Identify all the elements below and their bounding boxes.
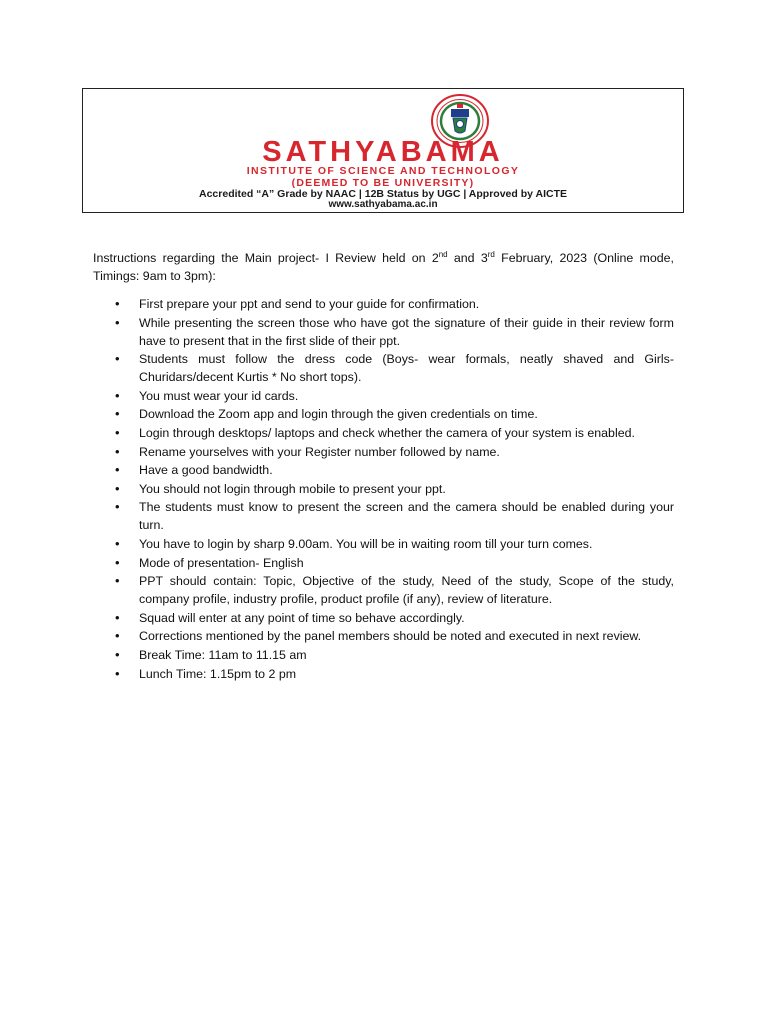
- list-item: [93, 424, 674, 442]
- bullet-icon: •: [115, 480, 120, 496]
- list-item-text: Break Time: 11am to 11.15 am: [139, 647, 307, 662]
- intro-sup-rd: rd: [487, 249, 495, 259]
- bullet-icon: •: [115, 646, 120, 662]
- bullet-icon: •: [115, 351, 120, 367]
- list-item: [93, 461, 674, 479]
- list-item: [93, 480, 674, 498]
- list-item-text: Mode of presentation- English: [139, 555, 304, 570]
- list-item-text: Squad will enter at any point of time so behave accordingly.: [139, 610, 465, 625]
- list-item-text: Lunch Time: 1.15pm to 2 pm: [139, 666, 297, 681]
- list-item: [93, 535, 674, 553]
- bullet-icon: •: [115, 554, 120, 570]
- list-item: [93, 498, 674, 534]
- bullet-icon: •: [115, 665, 120, 681]
- list-item-text: Corrections mentioned by the panel members should be noted and executed in next review.: [139, 629, 642, 644]
- website-address: www.sathyabama.ac.in: [328, 199, 438, 210]
- bullet-icon: •: [115, 628, 120, 644]
- list-item: [93, 314, 674, 350]
- list-item: [93, 405, 674, 423]
- list-item: [93, 627, 674, 645]
- bullet-icon: •: [115, 609, 120, 625]
- intro-sup-nd: nd: [438, 249, 448, 259]
- bullet-icon: •: [115, 424, 120, 440]
- list-item: [93, 443, 674, 461]
- bullet-icon: •: [115, 314, 120, 330]
- intro-paragraph: [93, 249, 674, 285]
- bullet-icon: •: [115, 535, 120, 551]
- list-item-text: Students must follow the dress code (Boys- wear formals, neatly shaved and Girls-Churidars/decent Kurtis * No short tops).: [139, 352, 674, 385]
- list-item-text: PPT should contain: Topic, Objective of the study, Need of the study, Scope of the study, company profile, industry profile, product profile (if any), review of literature.: [139, 574, 674, 607]
- list-item: [93, 554, 674, 572]
- list-item-text: Login through desktops/ laptops and check whether the camera of your system is enabled.: [139, 425, 635, 440]
- bullet-icon: •: [115, 499, 120, 515]
- list-item-text: Rename yourselves with your Register number followed by name.: [139, 444, 500, 459]
- list-item: [93, 572, 674, 608]
- list-item: [93, 646, 674, 664]
- institution-subtitle: INSTITUTE OF SCIENCE AND TECHNOLOGY: [246, 165, 520, 177]
- bullet-icon: •: [115, 443, 120, 459]
- list-item-text: Have a good bandwidth.: [139, 463, 273, 478]
- bullet-icon: •: [115, 573, 120, 589]
- list-item: [93, 609, 674, 627]
- list-item-text: You have to login by sharp 9.00am. You will be in waiting room till your turn comes.: [139, 536, 593, 551]
- bullet-icon: •: [115, 462, 120, 478]
- accreditation-line: Accredited “A” Grade by NAAC | 12B Status by UGC | Approved by AICTE: [199, 188, 567, 200]
- intro-text-part3: February, 2023 (Online mode, Timings: 9am to 3pm):: [93, 251, 674, 283]
- list-item-text: While presenting the screen those who have got the signature of their guide in their review form have to present that in the first slide of their ppt.: [139, 315, 674, 348]
- bullet-icon: •: [115, 296, 120, 311]
- bullet-icon: •: [115, 406, 120, 422]
- list-item: [93, 350, 674, 386]
- letterhead: [82, 88, 684, 213]
- list-item-text: You must wear your id cards.: [139, 388, 299, 403]
- list-item: [93, 295, 674, 313]
- deemed-university-label: (DEEMED TO BE UNIVERSITY): [291, 177, 475, 189]
- list-item-text: You should not login through mobile to present your ppt.: [139, 481, 446, 496]
- list-item-text: Download the Zoom app and login through the given credentials on time.: [139, 407, 538, 422]
- intro-text-part2: and 3: [447, 251, 488, 265]
- intro-text-part1: Instructions regarding the Main project- I Review held on 2: [93, 251, 439, 265]
- list-item-text: First prepare your ppt and send to your guide for confirmation.: [139, 297, 480, 311]
- bullet-icon: •: [115, 387, 120, 403]
- document-body: [93, 249, 674, 683]
- institution-name: SATHYABAMA: [262, 136, 504, 168]
- list-item: [93, 387, 674, 405]
- instructions-list: [93, 295, 674, 683]
- list-item: [93, 665, 674, 683]
- list-item-text: The students must know to present the screen and the camera should be enabled during your turn.: [139, 500, 674, 533]
